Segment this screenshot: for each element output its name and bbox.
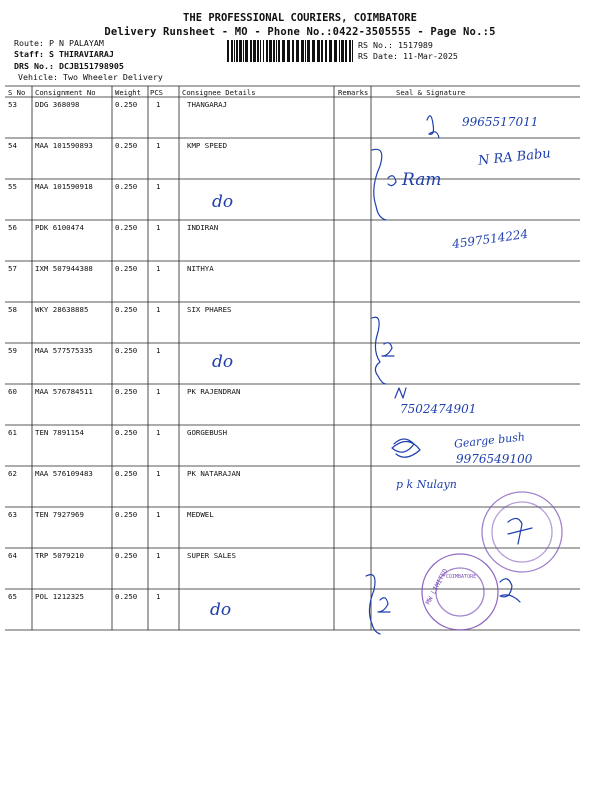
row-57-consignee: NITHYA bbox=[187, 264, 214, 273]
hw-row62-name: p k Nulayn bbox=[396, 478, 457, 491]
row-58-weight: 0.250 bbox=[115, 305, 138, 314]
row-58-consignee: SIX PHARES bbox=[187, 305, 232, 314]
row-57-pcs: 1 bbox=[156, 264, 161, 273]
row-61-sno: 61 bbox=[8, 428, 17, 437]
row-62-consignment: MAA 576109483 bbox=[35, 469, 93, 478]
rs-number: RS No.: 1517989 bbox=[358, 40, 433, 50]
row-56-weight: 0.250 bbox=[115, 223, 138, 232]
row-64-pcs: 1 bbox=[156, 551, 161, 560]
document-title: THE PROFESSIONAL COURIERS, COIMBATORE bbox=[183, 12, 417, 24]
row-63-sno: 63 bbox=[8, 510, 17, 519]
row-62-sno: 62 bbox=[8, 469, 17, 478]
row-58-sno: 58 bbox=[8, 305, 17, 314]
row-53-consignment: DDG 368098 bbox=[35, 100, 80, 109]
row-60-consignment: MAA 576784511 bbox=[35, 387, 93, 396]
row-59-consignment: MAA 577575335 bbox=[35, 346, 93, 355]
stamp-city: COIMBATORE bbox=[446, 574, 477, 580]
row-55-sno: 55 bbox=[8, 182, 17, 191]
row-64-consignment: TRP 5079210 bbox=[35, 551, 84, 560]
hw-row53-phone: 9965517011 bbox=[462, 115, 539, 129]
row-65-sno: 65 bbox=[8, 592, 17, 601]
row-58-pcs: 1 bbox=[156, 305, 161, 314]
row-60-sno: 60 bbox=[8, 387, 17, 396]
row-53-weight: 0.250 bbox=[115, 100, 138, 109]
row-59-weight: 0.250 bbox=[115, 346, 138, 355]
row-58-consignment: WKY 28638885 bbox=[35, 305, 89, 314]
row-64-weight: 0.250 bbox=[115, 551, 138, 560]
row-56-consignment: PDK 6100474 bbox=[35, 223, 84, 232]
staff-label: Staff: S THIRAVIARAJ bbox=[14, 49, 114, 59]
hw-row61-note: Gearge bush bbox=[453, 430, 526, 451]
hw-row60-phone: 7502474901 bbox=[400, 402, 477, 416]
col-sno-header: S No bbox=[8, 88, 26, 97]
route-label: Route: P N PALAYAM bbox=[14, 38, 104, 48]
hw-row54-name: Ram bbox=[402, 170, 442, 190]
row-62-consignee: PK NATARAJAN bbox=[187, 469, 241, 478]
row-60-pcs: 1 bbox=[156, 387, 161, 396]
col-remarks-header: Remarks bbox=[338, 88, 369, 97]
document-subtitle: Delivery Runsheet - MO - Phone No.:0422-3505555 - Page No.:5 bbox=[104, 26, 496, 38]
col-weight-header: Weight bbox=[115, 88, 141, 97]
row-59-pcs: 1 bbox=[156, 346, 161, 355]
row-54-consignee: KMP SPEED bbox=[187, 141, 228, 150]
row-63-weight: 0.250 bbox=[115, 510, 138, 519]
hw-row59-ditto: do bbox=[212, 352, 234, 372]
row-57-weight: 0.250 bbox=[115, 264, 138, 273]
row-54-consignment: MAA 101590893 bbox=[35, 141, 93, 150]
row-63-consignee: MEDWEL bbox=[187, 510, 214, 519]
col-signature-header: Seal & Signature bbox=[396, 88, 466, 97]
row-53-consignee: THANGARAJ bbox=[187, 100, 228, 109]
row-61-consignee: GORGEBUSH bbox=[187, 428, 228, 437]
col-consignment-header: Consignment No bbox=[35, 88, 96, 97]
rs-date: RS Date: 11-Mar-2025 bbox=[358, 51, 458, 61]
row-64-sno: 64 bbox=[8, 551, 17, 560]
row-59-sno: 59 bbox=[8, 346, 17, 355]
hw-row61-phone: 9976549100 bbox=[456, 452, 533, 466]
hw-row54-note: N RA Babu bbox=[477, 146, 552, 169]
row-55-pcs: 1 bbox=[156, 182, 161, 191]
row-63-pcs: 1 bbox=[156, 510, 161, 519]
row-54-sno: 54 bbox=[8, 141, 17, 150]
row-62-weight: 0.250 bbox=[115, 469, 138, 478]
hw-row65-ditto: do bbox=[210, 600, 232, 620]
row-65-pcs: 1 bbox=[156, 592, 161, 601]
row-57-sno: 57 bbox=[8, 264, 17, 273]
row-53-sno: 53 bbox=[8, 100, 17, 109]
vehicle-label: Vehicle: Two Wheeler Delivery bbox=[18, 72, 163, 82]
row-56-sno: 56 bbox=[8, 223, 17, 232]
stamp-text: MW LIMITED bbox=[424, 567, 450, 606]
hw-row55-ditto: do bbox=[212, 192, 234, 212]
row-61-pcs: 1 bbox=[156, 428, 161, 437]
row-61-consignment: TEN 7891154 bbox=[35, 428, 84, 437]
row-63-consignment: TEN 7927969 bbox=[35, 510, 84, 519]
hw-row56-phone: 4597514224 bbox=[451, 226, 529, 252]
row-55-weight: 0.250 bbox=[115, 182, 138, 191]
col-pcs-header: PCS bbox=[150, 88, 163, 97]
row-61-weight: 0.250 bbox=[115, 428, 138, 437]
row-55-consignment: MAA 101590918 bbox=[35, 182, 93, 191]
row-64-consignee: SUPER SALES bbox=[187, 551, 236, 560]
col-consignee-header: Consignee Details bbox=[182, 88, 256, 97]
row-54-weight: 0.250 bbox=[115, 141, 138, 150]
row-65-consignment: POL 1212325 bbox=[35, 592, 84, 601]
drs-number: DRS No.: DCJB151798905 bbox=[14, 61, 124, 71]
row-56-consignee: INDIRAN bbox=[187, 223, 219, 232]
row-53-pcs: 1 bbox=[156, 100, 161, 109]
row-56-pcs: 1 bbox=[156, 223, 161, 232]
row-62-pcs: 1 bbox=[156, 469, 161, 478]
row-60-weight: 0.250 bbox=[115, 387, 138, 396]
row-57-consignment: IXM 507944388 bbox=[35, 264, 93, 273]
row-65-weight: 0.250 bbox=[115, 592, 138, 601]
row-60-consignee: PK RAJENDRAN bbox=[187, 387, 241, 396]
row-54-pcs: 1 bbox=[156, 141, 161, 150]
